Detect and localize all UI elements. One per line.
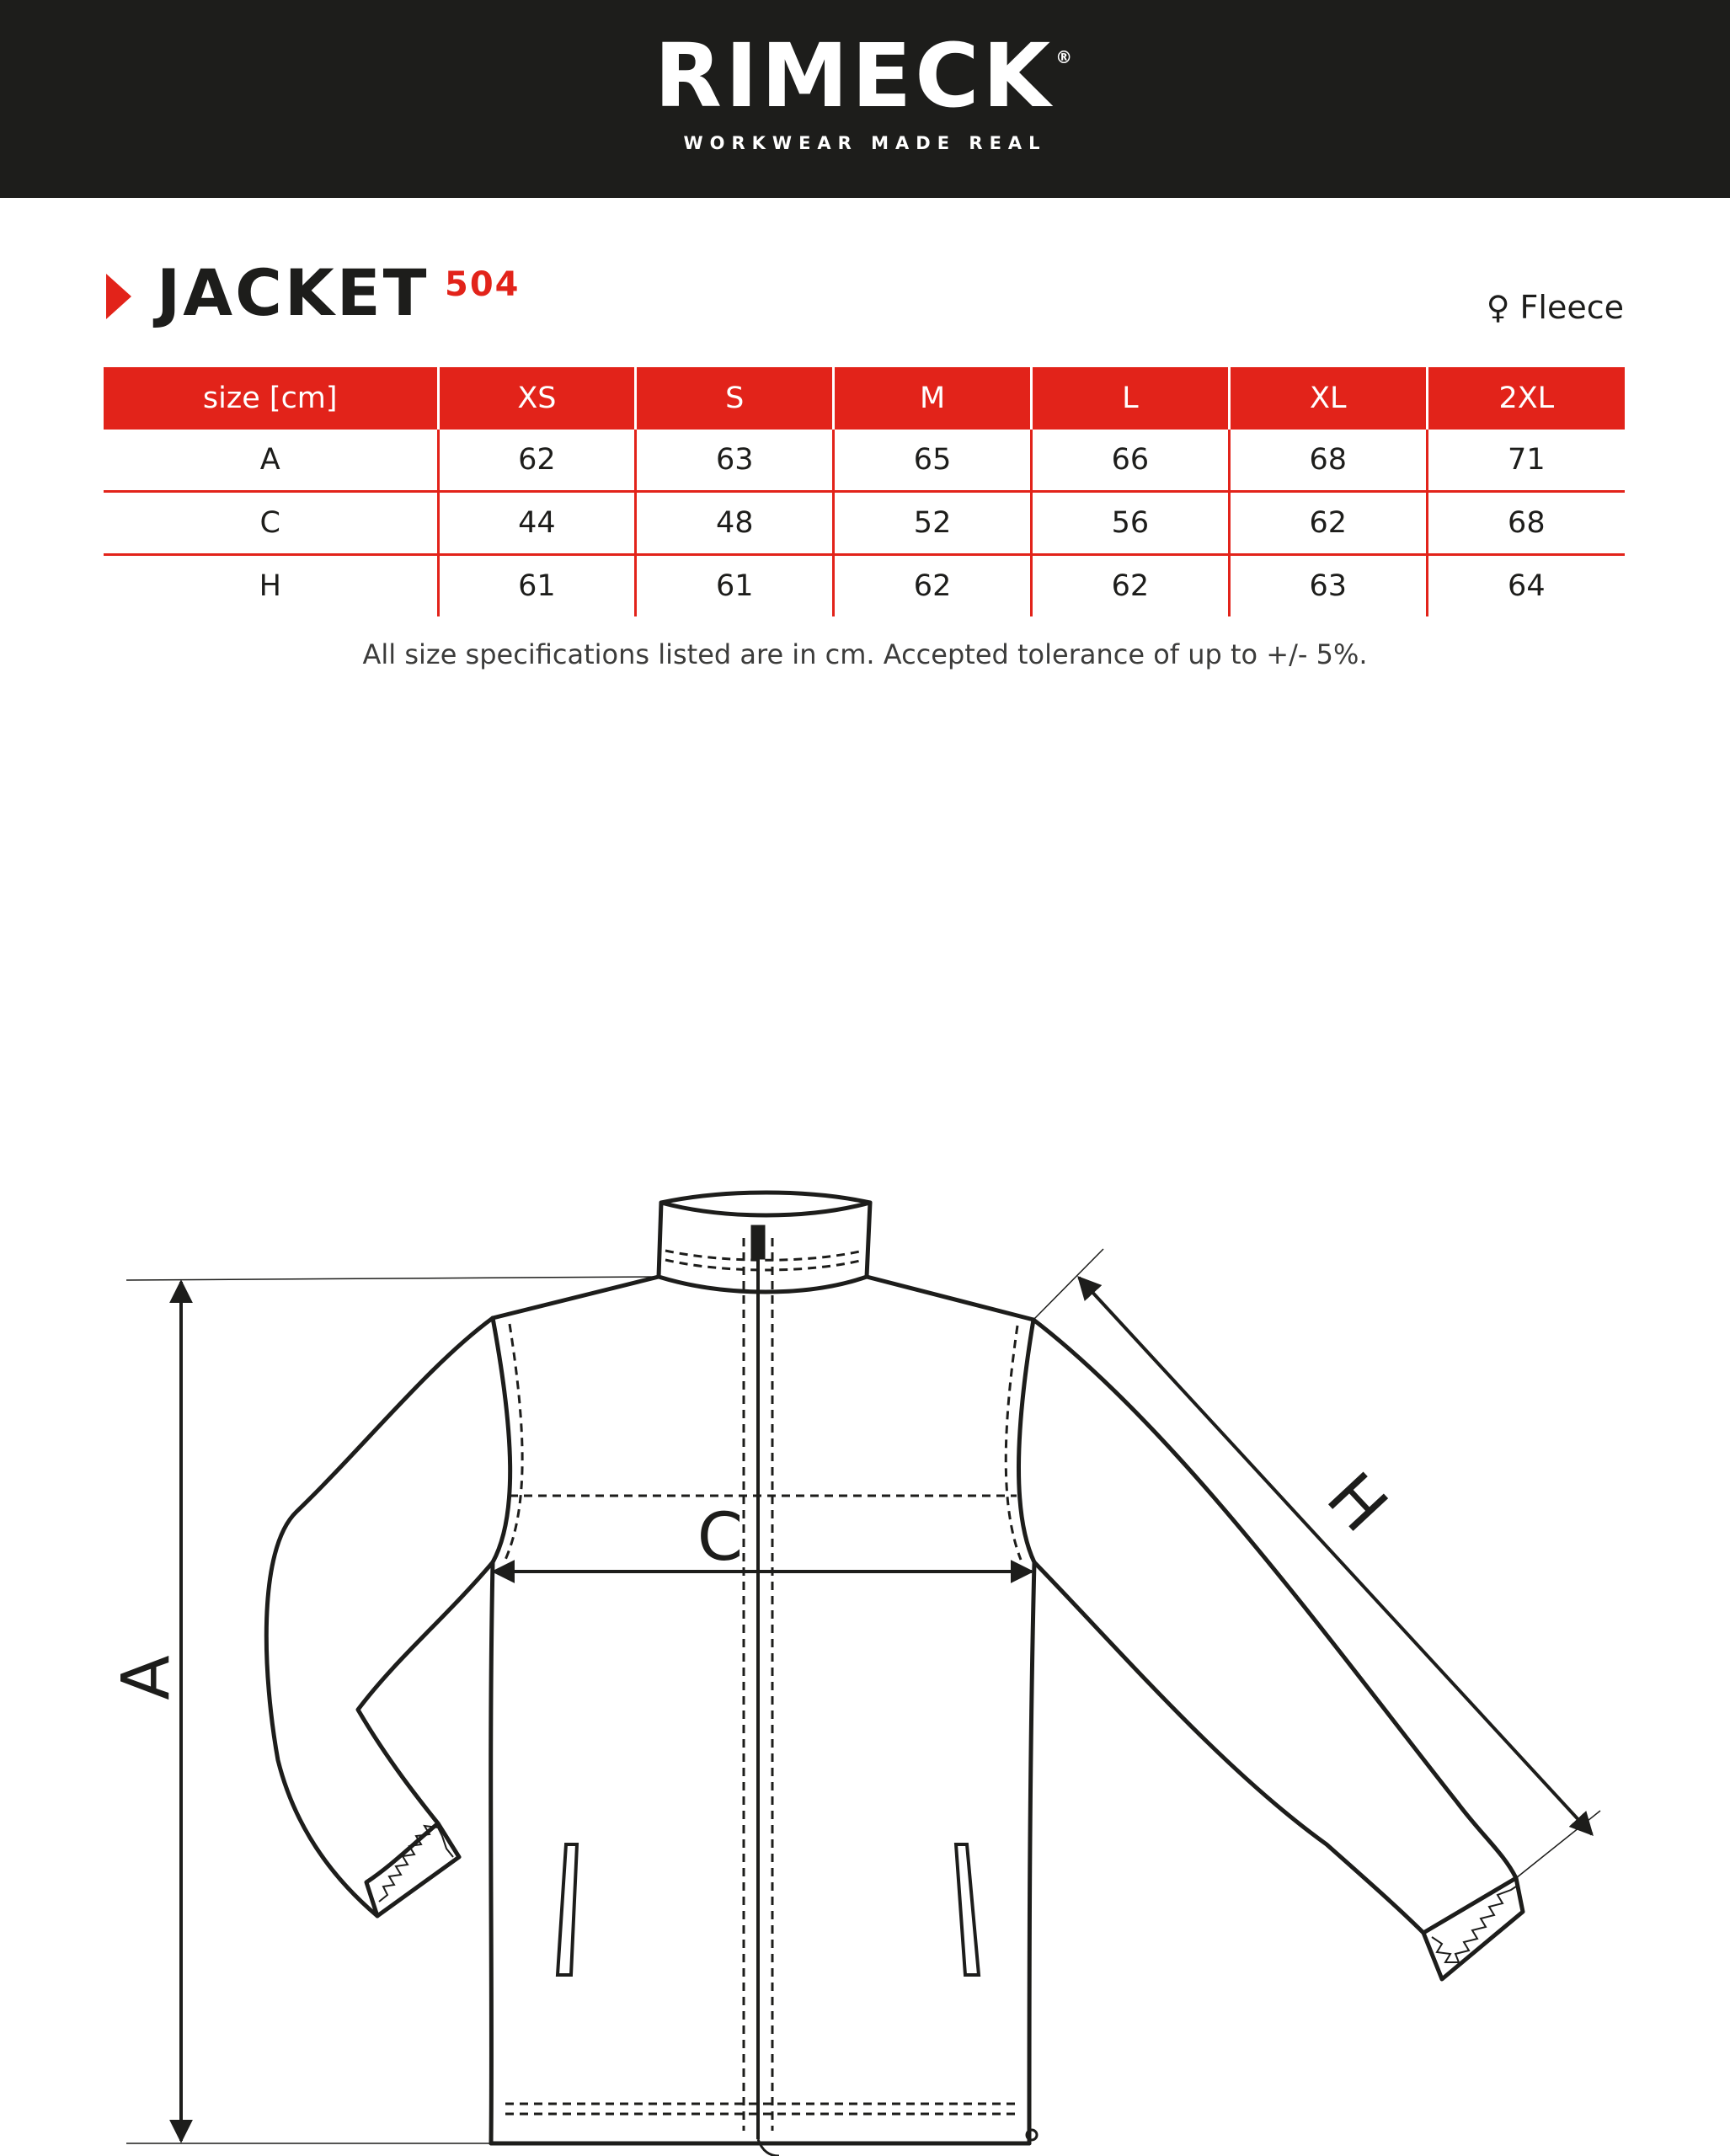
table-cell: 62 (1229, 492, 1427, 555)
table-cell: 71 (1427, 430, 1625, 492)
product-model-number: 504 (445, 265, 521, 304)
dimension-label-h: H (1311, 1459, 1402, 1547)
cuff-ribbing (379, 1826, 1516, 1962)
dimension-label-a: A (109, 1655, 184, 1700)
material-label: Fleece (1519, 289, 1624, 326)
header-cell: XL (1229, 367, 1427, 430)
size-table (104, 367, 1625, 616)
header-cell: M (834, 367, 1032, 430)
zipper (751, 1225, 1037, 2156)
table-cell: 66 (1031, 430, 1229, 492)
header-cell: XS (438, 367, 636, 430)
row-label-cell: A (259, 443, 280, 477)
table-cell: 61 (636, 555, 834, 617)
dimension-label-c: C (697, 1500, 744, 1576)
table-cell: 63 (1229, 555, 1427, 617)
header-cell: size [cm] (104, 367, 438, 430)
header-cell: L (1031, 367, 1229, 430)
pockets (558, 1844, 979, 1975)
table-cell: 48 (636, 492, 834, 555)
brand-name: RIMECK (654, 24, 1055, 127)
measurement-lines (126, 1249, 1600, 2143)
header-cell: S (636, 367, 834, 430)
table-cell: 44 (438, 492, 636, 555)
table-row (104, 555, 1625, 617)
table-cell: 56 (1031, 492, 1229, 555)
registered-mark: ® (1055, 47, 1076, 67)
row-label-cell: H (104, 555, 438, 617)
row-label-cell: C (104, 492, 438, 555)
table-cell: 64 (1427, 555, 1625, 617)
female-icon: ♀ (1486, 289, 1510, 326)
table-cell: 62 (834, 555, 1032, 617)
table-cell: 68 (1229, 430, 1427, 492)
product-title: JACKET (157, 255, 430, 330)
stitch-lines (505, 1238, 1021, 2131)
table-cell: 62 (1031, 555, 1229, 617)
table-cell: 61 (438, 555, 636, 617)
table-cell: 63 (636, 430, 834, 492)
table-row (104, 492, 1625, 555)
size-table-header-row (104, 367, 1625, 430)
table-cell: 52 (834, 492, 1032, 555)
product-material (1487, 289, 1624, 326)
table-row (104, 430, 1625, 492)
table-cell: 62 (438, 430, 636, 492)
table-cell: 68 (1427, 492, 1625, 555)
table-cell: 65 (834, 430, 1032, 492)
brand-logo (0, 24, 1730, 127)
tolerance-note: All size specifications listed are in cm. Accepted tolerance of up to +/- 5%. (362, 638, 1368, 670)
brand-tagline: WORKWEAR MADE REAL (683, 133, 1047, 153)
jacket-outline (266, 1193, 1523, 2143)
jacket-measurement-diagram (0, 1162, 1730, 2156)
brand-header (0, 0, 1730, 198)
header-cell: 2XL (1427, 367, 1625, 430)
title-arrow-icon (106, 274, 131, 319)
